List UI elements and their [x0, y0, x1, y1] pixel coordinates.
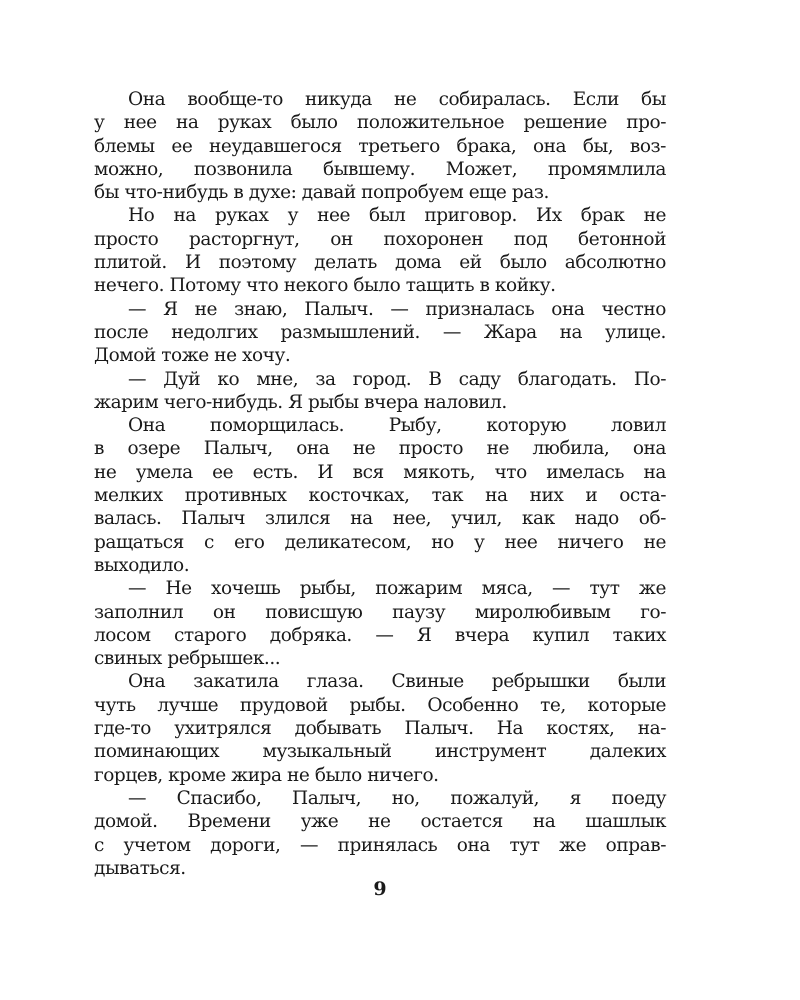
paragraph	[94, 414, 666, 577]
text-line: Она закатила глаза. Свиные ребрышки были	[128, 671, 666, 693]
text-line: чуть лучше прудовой рыбы. Особенно те, которые	[94, 694, 666, 716]
text-line: бы что-нибудь в духе: давай попробуем еще раз.	[94, 182, 549, 204]
text-line: блемы ее неудавшегося третьего брака, она бы, воз-	[94, 135, 666, 157]
paragraph	[94, 298, 666, 368]
text-line: просто расторгнут, он похоронен под бетонной	[94, 228, 666, 250]
paragraph	[94, 88, 666, 204]
text-line: Домой тоже не хочу.	[94, 345, 291, 367]
text-line: мелких противных косточках, так на них и оста-	[94, 485, 666, 507]
text-line: Но на руках у нее был приговор. Их брак не	[128, 205, 666, 227]
paragraph	[94, 368, 666, 415]
page-number: 9	[373, 878, 387, 900]
paragraph	[94, 577, 666, 670]
text-line: выходило.	[94, 554, 190, 576]
text-line: плитой. И поэтому делать дома ей было абсолютно	[94, 252, 666, 274]
text-line: с учетом дороги, — принялась она тут же оправ-	[94, 834, 666, 856]
text-line: заполнил он повисшую паузу миролюбивым го-	[94, 601, 666, 623]
text-line: — Дуй ко мне, за город. В саду благодать. По-	[128, 368, 666, 390]
paragraph	[94, 787, 666, 880]
text-line: — Спасибо, Палыч, но, пожалуй, я поеду	[128, 787, 666, 809]
text-line: жарим чего-нибудь. Я рыбы вчера наловил.	[94, 391, 507, 413]
text-line: можно, позвонила бывшему. Может, промямлила	[94, 158, 666, 180]
text-line: домой. Времени уже не остается на шашлык	[94, 811, 666, 833]
text-line: нечего. Потому что некого было тащить в койку.	[94, 275, 556, 297]
text-line: после недолгих размышлений. — Жара на улице.	[94, 321, 666, 343]
text-line: — Я не знаю, Палыч. — призналась она честно	[128, 298, 666, 320]
text-line: Она поморщилась. Рыбу, которую ловил	[128, 415, 666, 437]
text-line: ращаться с его деликатесом, но у нее ничего не	[94, 531, 666, 553]
text-line: поминающих музыкальный инструмент далеких	[94, 741, 666, 763]
text-line: дываться.	[94, 857, 186, 879]
text-line: где-то ухитрялся добывать Палыч. На костях, на-	[94, 718, 666, 740]
paragraph	[94, 204, 666, 297]
text-line: не умела ее есть. И вся мякоть, что имелась на	[94, 461, 666, 483]
page-text	[94, 88, 666, 880]
text-line: — Не хочешь рыбы, пожарим мяса, — тут же	[128, 578, 666, 600]
text-line: в озере Палыч, она не просто не любила, она	[94, 438, 666, 460]
text-line: валась. Палыч злился на нее, учил, как надо об-	[94, 508, 666, 530]
text-line: лосом старого добряка. — Я вчера купил таких	[94, 624, 666, 646]
paragraph	[94, 670, 666, 786]
text-line: свиных ребрышек...	[94, 648, 281, 670]
text-line: горцев, кроме жира не было ничего.	[94, 764, 439, 786]
text-line: Она вообще-то никуда не собиралась. Если бы	[128, 89, 666, 110]
text-line: у нее на руках было положительное решение про-	[94, 112, 666, 134]
